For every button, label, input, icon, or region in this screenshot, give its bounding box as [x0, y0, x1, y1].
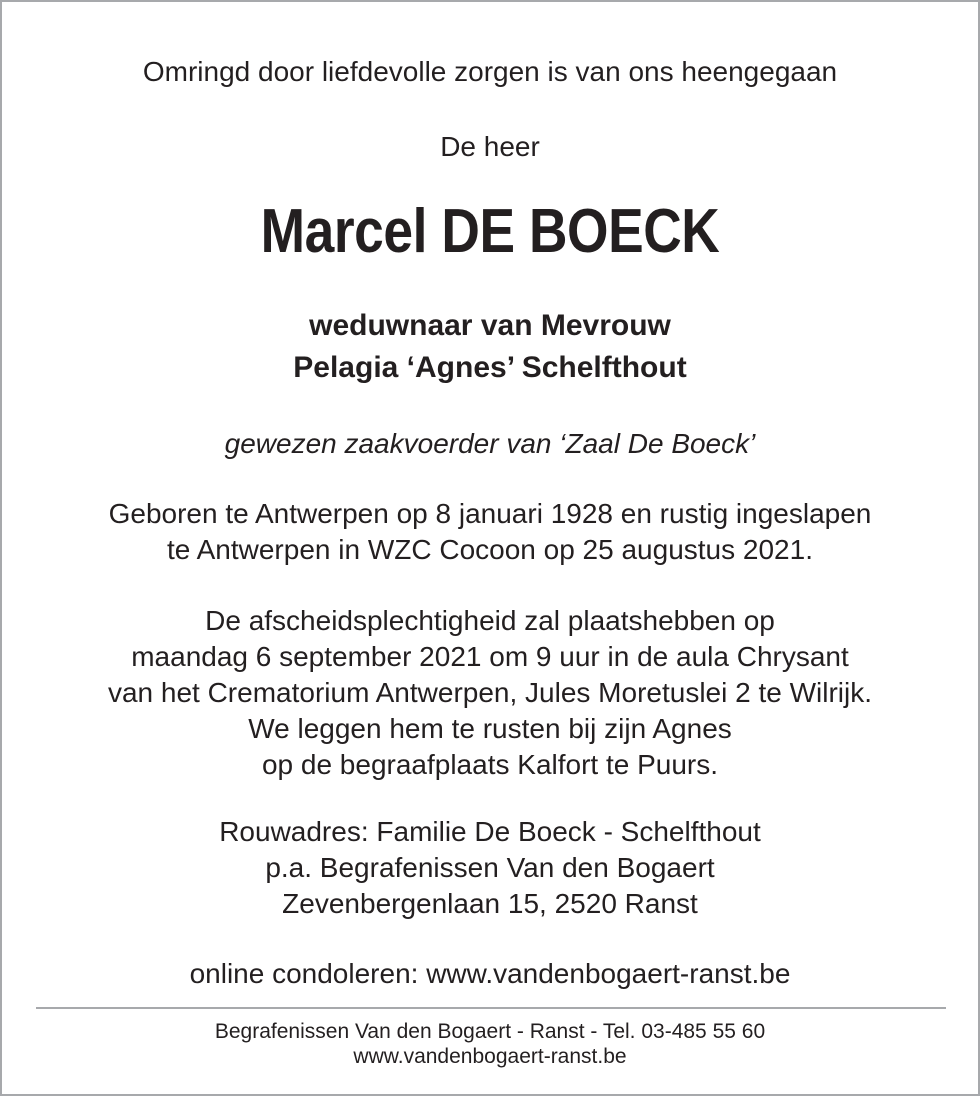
ceremony-line-3: van het Crematorium Antwerpen, Jules Moretuslei 2 te Wilrijk.	[107, 677, 873, 708]
widower-line-2: Pelagia ‘Agnes’ Schelfthout	[293, 351, 687, 384]
address-line-3: Zevenbergenlaan 15, 2520 Ranst	[282, 888, 698, 919]
ceremony-line-1: De afscheidsplechtigheid zal plaatshebben op	[205, 605, 775, 636]
ceremony-line-4: We leggen hem te rusten bij zijn Agnes	[248, 713, 732, 744]
address-line-1: Rouwadres: Familie De Boeck - Schelfthout	[219, 816, 761, 847]
occupation-text: gewezen zaakvoerder van ‘Zaal De Boeck’	[224, 428, 756, 459]
widower-line-1: weduwnaar van Mevrouw	[309, 309, 671, 342]
deceased-name: Marcel DE BOECK	[260, 197, 720, 266]
online-condolence-text: online condoleren: www.vandenbogaert-ranst.be	[189, 958, 791, 989]
title-prefix: De heer	[440, 131, 540, 162]
address-line-2: p.a. Begrafenissen Van den Bogaert	[265, 852, 715, 883]
footer-divider	[36, 1007, 946, 1009]
footer-line-1: Begrafenissen Van den Bogaert - Ranst - Tel. 03-485 55 60	[214, 1020, 766, 1043]
birth-death-line-1: Geboren te Antwerpen op 8 januari 1928 en rustig ingeslapen	[108, 498, 872, 529]
intro-text: Omringd door liefdevolle zorgen is van ons heengegaan	[142, 56, 838, 87]
ceremony-line-5: op de begraafplaats Kalfort te Puurs.	[261, 749, 719, 780]
birth-death-line-2: te Antwerpen in WZC Cocoon op 25 augustus 2021.	[167, 534, 813, 565]
ceremony-line-2: maandag 6 september 2021 om 9 uur in de aula Chrysant	[131, 641, 849, 672]
footer-line-2: www.vandenbogaert-ranst.be	[353, 1045, 627, 1068]
